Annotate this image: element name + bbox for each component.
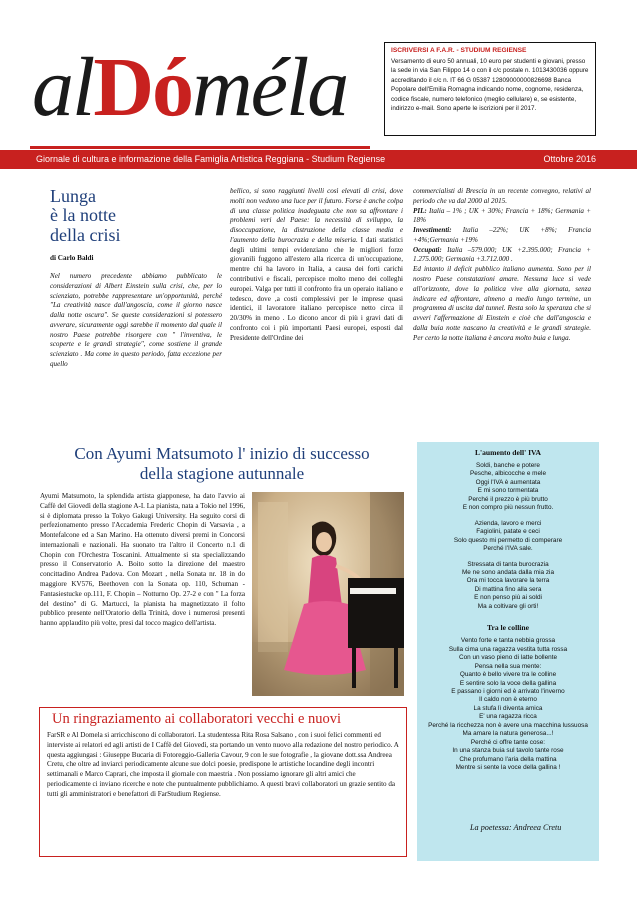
- poem-line: Oggi l'IVA è aumentata: [475, 478, 541, 486]
- poem-stanza: [417, 520, 599, 554]
- poem-line: Stressata di tanta burocrazia: [467, 560, 549, 568]
- poem-line: Ma a coltivare gli orti!: [477, 602, 539, 610]
- feature-article-title: [34, 444, 410, 483]
- poem-title: Tra le colline: [486, 623, 530, 633]
- poem-line: Perché ci offre tante cose:: [470, 738, 546, 746]
- poem-line: Sulla cima una ragazza vestita tutta rossa: [448, 645, 568, 653]
- lead-byline: di Carlo Baldi: [50, 254, 94, 262]
- poem-stanza: [417, 637, 599, 772]
- lead-title-line: Lunga: [50, 186, 96, 206]
- poem-line: Vento forte e tanta nebbia grossa: [460, 637, 556, 645]
- stat-occ-label: Occupati:: [413, 245, 442, 254]
- poem-line: Perché il prezzo è più brutto: [468, 495, 548, 503]
- feature-text: Ayumi Matsumoto, la splendida artista giapponese, ha dato l'avvio ai Caffè del Giovedì della stagione A-I. La pianista, nata a Tokio nel 1996, si è diplomata presso la Tokyo Gakugi University. Ha seguito corsi di perfezionamento presso l'Accademia Frederic Chopin di Varsavia , a Montefalcone ed a San Marino. Ha ottenuto diversi premi in Concorsi internazionali e nazionali. Ha suonato tra l'altro il Concerto n.1 di Chopin con l'Orchestra Toscanini. Attualmente si sta specializzando presso il Conservatorio A. Boito sotto la direzione del maestro concittadino Andrea Padova. Con Mozart , nella Sonata nr. 18 in do maggiore KV576, Beethoven con la Sonata op. 110, Schuman - Fantasiestucke op.111, F. Chopin – Notturno Op. 27-2 e con " La forza del destino" di G. Martucci, la pianista ha magnetizzato il folto pubblico presente nell'Oratorio della Trinità, dove i numerosi presenti hanno applaudito più volte, presi dal tocco magico dell'artista.: [40, 492, 245, 628]
- poem-line: Con un vaso pieno di latte bollente: [458, 654, 558, 662]
- feature-text-a: [40, 492, 245, 629]
- lead-title-line: è la notte: [50, 205, 116, 226]
- lead-column-3: [413, 187, 591, 344]
- poem-line: Di mattina fino alla sera: [474, 585, 542, 593]
- header-tagline: Giornale di cultura e informazione della Famiglia Artistica Reggiana - Studium Regiense: [36, 154, 386, 164]
- lead-column-2-italic: bellico, si sono raggiunti livelli così elevati di crisi, dove molti non vedono una luce per il futuro. Forse è anche colpa di una classe politica inadeguata che non sa affrontare i problemi veri del Paese: la necessità di sviluppo, la disoccupazione, la distruzione della classe media e l'aumento della burocrazia e della miseria.: [230, 187, 403, 244]
- newspaper-logo: [32, 41, 348, 134]
- poem-line: E sentire solo la voce della gallina: [459, 679, 557, 687]
- feature-title-line: Con Ayumi Matsumoto l' inizio di successo: [74, 444, 370, 463]
- poem-line: Perché la ricchezza non è avere una macchina lussuosa: [428, 721, 588, 729]
- poems-content: [417, 448, 599, 773]
- stat-inv-label: Investimenti:: [413, 226, 452, 235]
- poem-line: Ma amare la natura generosa...!: [462, 730, 554, 738]
- logo-part-do: Dó: [93, 41, 193, 134]
- poem-line: Mentre si sente la voce della gallina !: [455, 764, 561, 772]
- poem-line: E' una ragazza ricca: [479, 713, 537, 721]
- lead-column-3-text: Ed intanto il deficit pubblico italiano aumenta. Sono per il nostro Paese constatazioni amare. Nessuna luce si vede all'orizzonte, dove la politica vive alla giornata, senza indicare ed affrontare, almeno a medio lungo termine, un programma di uscita dal tunnel. Resta solo la speranza che si avveri l'affermazione di Einstein e cioè che dall'angoscia e dalla buia notte nascano la creatività e le grandi strategie. Per certo la notte italiana è ancora molto buia e lunga.: [413, 265, 591, 342]
- poem-credit: La poetessa: Andreea Cretu: [470, 823, 562, 832]
- masthead-rule: [30, 146, 370, 149]
- poem-line: Solo questo mi permetto di comperare: [453, 536, 563, 544]
- stat-pil-text: Italia – 1% ; UK + 30%; Francia + 18%; Germania + 18%: [413, 206, 591, 225]
- poem-line: Pesche, albicocche e mele: [469, 470, 547, 478]
- lead-column-1: Nel numero precedente abbiamo pubblicato le considerazioni di Albert Einstein sulla crisi, che, per lo scienziato, potrebbe rappresentare un'opportunità, perché "La creatività nasce dall'angoscia, come il giorno nasce dalla notte oscura". Se queste considerazioni si potessero avverare, sicuramente oggi sarebbe il momento dal quale il nostro Paese potrebbe risorgere con " l'inventiva, le scoperte e le grandi strategie", come sostiene il grande scienziato . Ma come in questo periodo, fatta eccezione per quello: [50, 272, 222, 369]
- poem-line: Che profumano l'aria della mattina: [459, 755, 557, 763]
- poem-line: E mi sono tormentata: [477, 487, 539, 495]
- subscription-text: Versamento di euro 50 annuali, 10 euro per studenti e giovani, presso la sede in via San Filippo 14 o con il c/c postale n. 1013430036 oppure accreditando il c/c n. IT 66 G 05387 12809000000826698 Banca Popolare dell'Emilia Romagna indicando nome, cognome, residenza, codice fiscale, numero telefonico (meglio cellulare) e, se esistente, indirizzo e-mail. Sono aperte le iscrizioni per il 2017.: [391, 57, 589, 113]
- stat-inv-text: Italia –22%; UK +8%; Francia +4%;Germania +19%: [413, 226, 591, 244]
- poem-line: Me ne sono andata dalla mia zia: [461, 568, 554, 576]
- issue-date: Ottobre 2016: [543, 154, 596, 164]
- stat-pil: [413, 207, 591, 227]
- thanks-title: Un ringraziamento ai collaboratori vecchi e nuovi: [39, 707, 407, 729]
- lead-title-line: della crisi: [50, 224, 121, 245]
- pianist-photo: [252, 492, 404, 696]
- lead-column-2: [230, 187, 403, 344]
- stat-pil-label: PIL:: [413, 206, 427, 215]
- subscription-heading: ISCRIVERSI A F.A.R. - STUDIUM REGIENSE: [391, 47, 527, 54]
- poem-line: Quanto è bello vivere tra le colline: [459, 671, 557, 679]
- poem-line: Perché l'IVA sale.: [483, 545, 533, 553]
- stat-investimenti: [413, 226, 591, 246]
- lead-article-title: [50, 187, 120, 245]
- poem-line: Soldi, banche e potere: [476, 462, 540, 469]
- poem-stanza: [417, 462, 599, 513]
- lead-column-2-text: I dati statistici degli ultimi tempi evidenziano che le migliori forze giovanili fuggono all'estero alla ricerca di un'occupazione, mentre chi ha lavoro in Italia, a causa dei forti carichi contributivi e fiscali, percepisce molto meno dei colleghi europei. Valga per tutti il confronto fra un operaio italiano e tedesco, dove ,a costi complessivi per le imprese quasi identici, il lavoratore italiano percepisce netto circa il 20/30% in meno . Lo dicono ancor di più i gravi dati di confronto coi i più importanti Paesi europei, esposti dal Presidente dell'Ordine dei: [230, 235, 403, 342]
- logo-part-mela: méla: [192, 41, 348, 134]
- header-bar: [0, 150, 637, 169]
- poem-line: E passano i giorni ed è arrivato l'inverno: [451, 687, 565, 695]
- stat-occupati: [413, 246, 591, 266]
- lead-column-3-intro: commercialisti di Brescia in un recente convegno, relativi al periodo che va dal 2000 al 2015.: [413, 187, 591, 205]
- thanks-text: FarSR e Al Domela si arricchiscono di collaboratori. La studentessa Rita Rosa Salsano , con i suoi felici commenti ed interviste ai relatori ed agli artisti de I Caffè del Giovedì, sta portando un vento nuovo alla redazione del nostro periodico. A questa aggiungasi : Giuseppe Bucaria di Fotoreggio-Galleria Cavour, 9 con le sue fotografie , la giovane dott.ssa Andreea Cretu, che oltre ad inviarci periodicamente alcune sue dolci poesie, predispone le artistiche locandine degli incontri settimanali e Marco Caprari, che imposta il giornale con maestria . Non possiamo ignorare gli altri amici che periodicamente ci inviano ricerche e note che puntualmente pubblichiamo. A questi bravi collaboratori un grazie sentito da tutti gli amministratori e benefattori di FarStudium Regiense.: [39, 729, 407, 857]
- masthead: [30, 38, 370, 150]
- poem-line: Azienda, lavoro e merci: [474, 519, 542, 527]
- poem-line: E non penso più ai soldi: [474, 594, 542, 602]
- poem-line: Fagiolini, patate e ceci: [476, 528, 540, 536]
- poem-stanza: [417, 561, 599, 612]
- logo-part-al: al: [32, 41, 94, 134]
- subscription-box: [384, 42, 596, 136]
- feature-title-line: della stagione autunnale: [139, 463, 305, 483]
- poem-line: In una stanza buia sul tavolo tante rose: [452, 747, 564, 755]
- poem-line: Pensa nella sua mente:: [474, 662, 542, 670]
- poem-line: La stufa lì diventa amica: [473, 704, 543, 712]
- poem-line: Ora mi tocca lavorare la terra: [466, 577, 550, 585]
- pianist-photo-graphic: [252, 492, 404, 696]
- stat-occ-text: Italia –579.000; UK +2.395.000; Francia + 1.275.000; Germania +3.712.000 .: [413, 245, 591, 264]
- poem-line: E non compro più nessun frutto.: [462, 504, 554, 512]
- poem-title: L'aumento dell' IVA: [474, 448, 542, 457]
- poem-line: Il caldo non è eterno: [479, 696, 537, 704]
